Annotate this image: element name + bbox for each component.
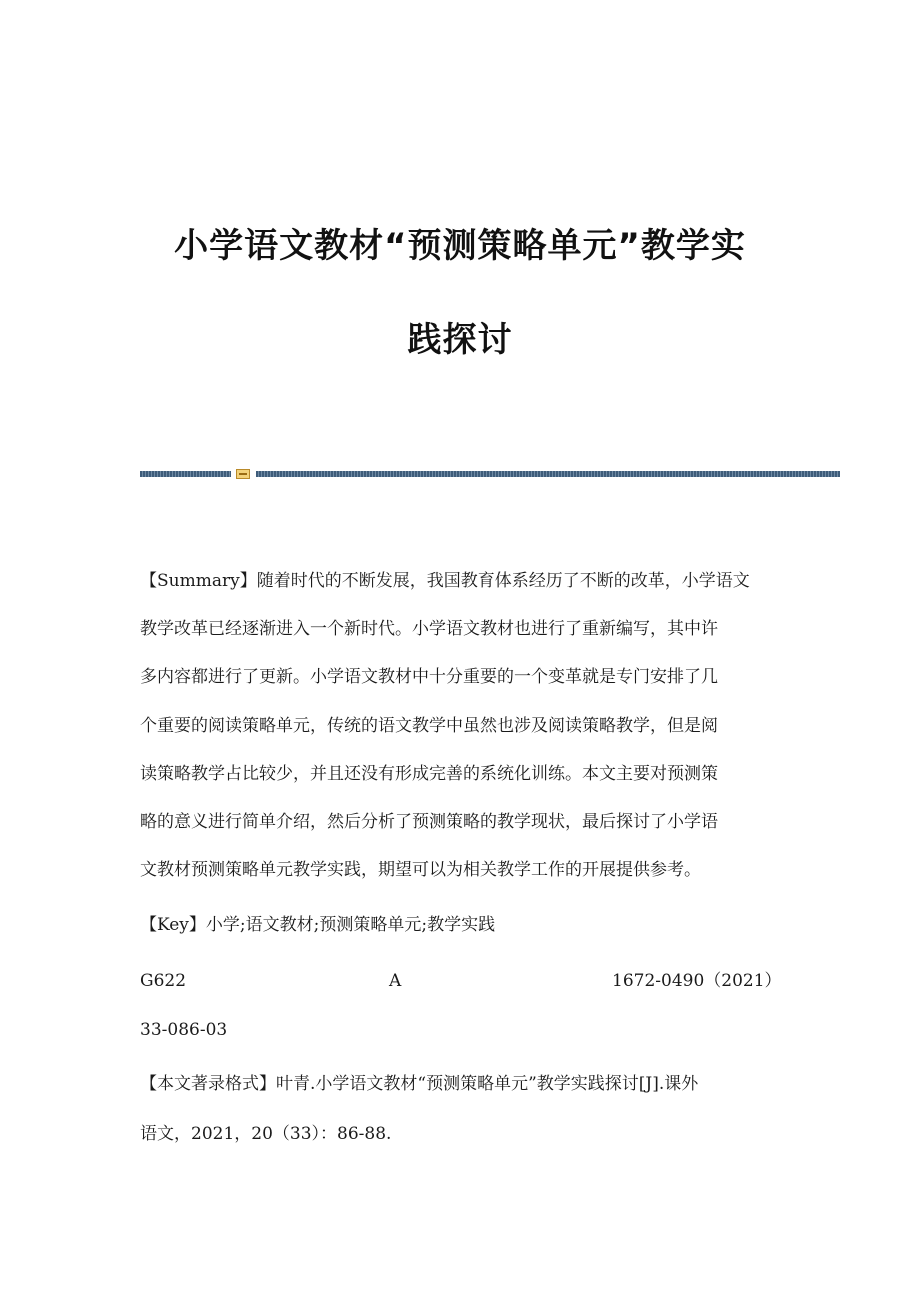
article-title-line-2: 践探讨 <box>407 320 513 360</box>
divider-bar-left <box>140 471 231 477</box>
article-title-line-1: 小学语文教材“预测策略单元”教学实 <box>174 226 746 266</box>
summary-line: 文教材预测策略单元教学实践，期望可以为相关教学工作的开展提供参考。 <box>140 860 701 880</box>
classification-clc: G622 <box>140 971 187 991</box>
divider-ornament-icon <box>236 469 250 479</box>
summary-line: 读策略教学占比较少，并且还没有形成完善的系统化训练。本文主要对预测策 <box>140 764 718 784</box>
divider-bar-right <box>256 471 840 477</box>
summary-line: 【Summary】随着时代的不断发展，我国教育体系经历了不断的改革，小学语文 <box>140 571 750 591</box>
decorative-divider <box>140 469 840 479</box>
citation-line-2: 语文，2021，20（33）：86-88. <box>140 1124 392 1144</box>
classification-issn: 1672-0490（2021） <box>612 971 782 991</box>
summary-line: 多内容都进行了更新。小学语文教材中十分重要的一个变革就是专门安排了几 <box>140 667 718 687</box>
summary-line: 教学改革已经逐渐进入一个新时代。小学语文教材也进行了重新编写，其中许 <box>140 619 718 639</box>
classification-article-no: 33-086-03 <box>140 1020 228 1040</box>
summary-line: 个重要的阅读策略单元，传统的语文教学中虽然也涉及阅读策略教学，但是阅 <box>140 716 718 736</box>
citation-line-1: 【本文著录格式】叶青.小学语文教材“预测策略单元”教学实践探讨[J].课外 <box>140 1074 699 1094</box>
summary-line: 略的意义进行简单介绍，然后分析了预测策略的教学现状，最后探讨了小学语 <box>140 812 718 832</box>
classification-doc-code: A <box>389 971 402 991</box>
keywords-line: 【Key】小学;语文教材;预测策略单元;教学实践 <box>140 915 496 935</box>
